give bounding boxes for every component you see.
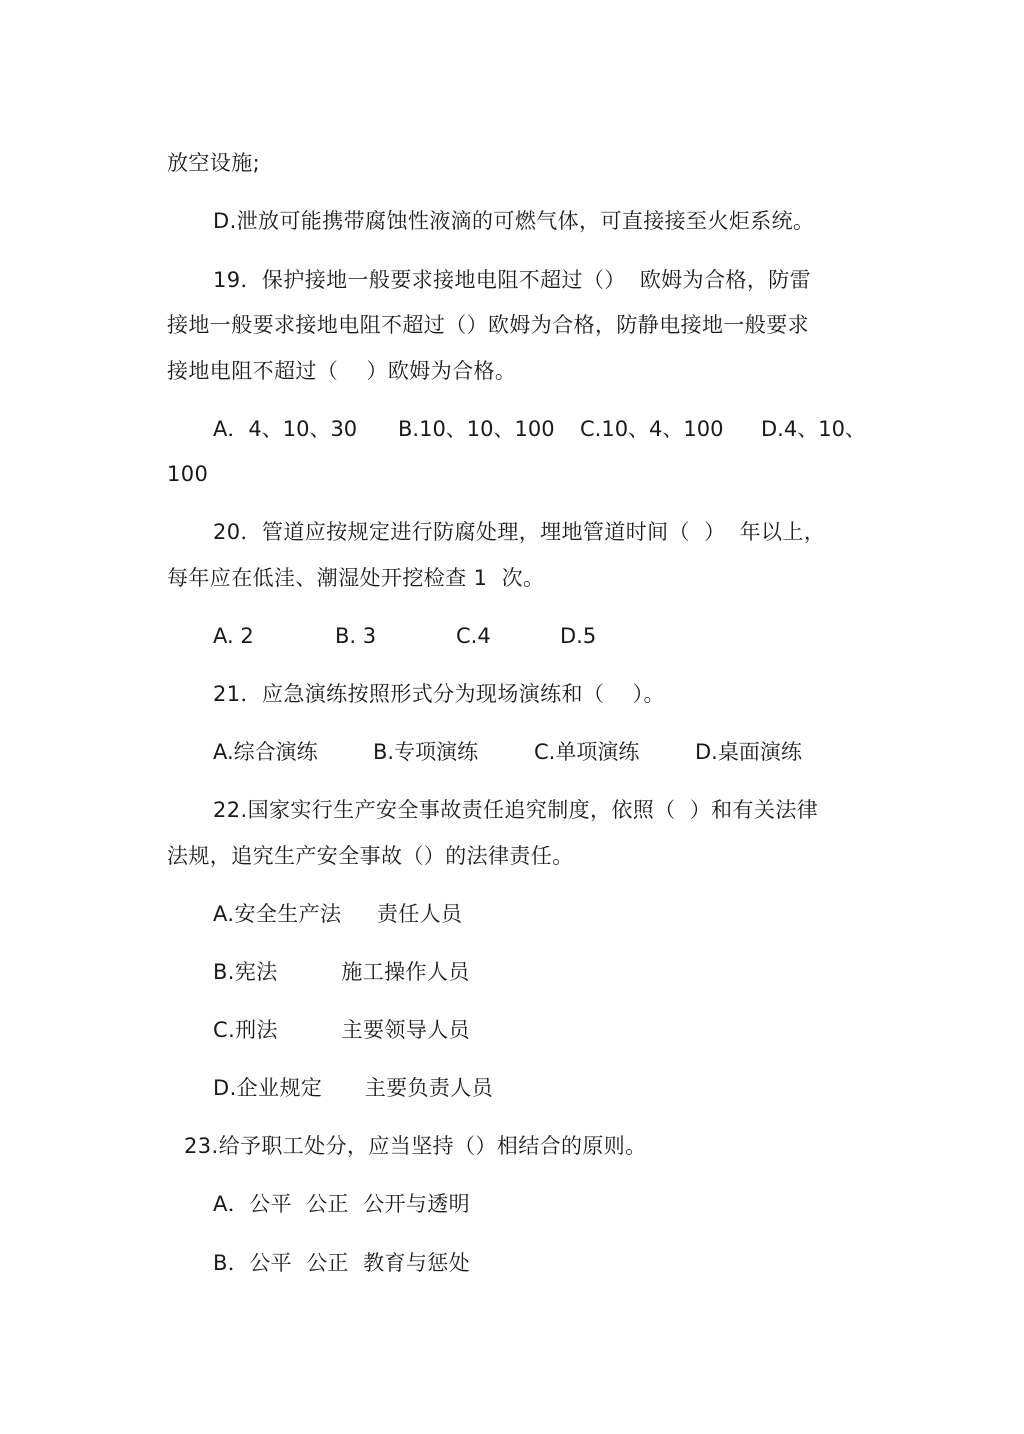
q21-option-c: C.单项演练	[534, 740, 640, 764]
text-line: 放空设施;	[167, 151, 261, 175]
q20-option-c: C.4	[456, 624, 491, 648]
q21-option-b: B.专项演练	[373, 740, 479, 764]
question-23: 23.给予职工处分，应当坚持（）相结合的原则。	[184, 1134, 647, 1158]
q20-option-a: A. 2	[213, 624, 254, 648]
q20-option-b: B. 3	[335, 624, 377, 648]
q21-option-d: D.桌面演练	[695, 740, 802, 764]
q22-option-d: D.企业规定 主要负责人员	[213, 1076, 494, 1100]
question-22-cont: 法规，追究生产安全事故（）的法律责任。	[167, 844, 574, 868]
q19-option-d: D.4、10、	[761, 417, 866, 441]
question-19-cont: 接地电阻不超过（ ）欧姆为合格。	[167, 359, 517, 383]
q23-option-b: B．公平 公正 教育与惩处	[213, 1251, 471, 1275]
q21-option-a: A.综合演练	[213, 740, 318, 764]
q19-option-d-cont: 100	[167, 462, 209, 486]
q22-option-a: A.安全生产法 责任人员	[213, 902, 463, 926]
q22-option-c: C.刑法 主要领导人员	[213, 1018, 471, 1042]
q20-option-d: D.5	[560, 624, 597, 648]
question-22: 22.国家实行生产安全事故责任追究制度，依照（ ）和有关法律	[213, 798, 819, 822]
q19-option-a: A．4、10、30	[213, 417, 358, 441]
q22-option-b: B.宪法 施工操作人员	[213, 960, 470, 984]
q23-option-a: A．公平 公正 公开与透明	[213, 1192, 471, 1216]
question-20: 20．管道应按规定进行防腐处理，埋地管道时间（ ） 年以上，	[213, 520, 826, 544]
q19-option-b: B.10、10、100	[398, 417, 555, 441]
question-19-cont: 接地一般要求接地电阻不超过（）欧姆为合格，防静电接地一般要求	[167, 313, 809, 337]
option-d-line: D.泄放可能携带腐蚀性液滴的可燃气体，可直接接至火炬系统。	[213, 209, 815, 233]
q19-option-c: C.10、4、100	[580, 417, 724, 441]
question-19: 19．保护接地一般要求接地电阻不超过（） 欧姆为合格，防雷	[213, 268, 812, 292]
question-20-cont: 每年应在低洼、潮湿处开挖检查 1 次。	[167, 566, 545, 590]
question-21: 21．应急演练按照形式分为现场演练和（ ）。	[213, 682, 665, 706]
